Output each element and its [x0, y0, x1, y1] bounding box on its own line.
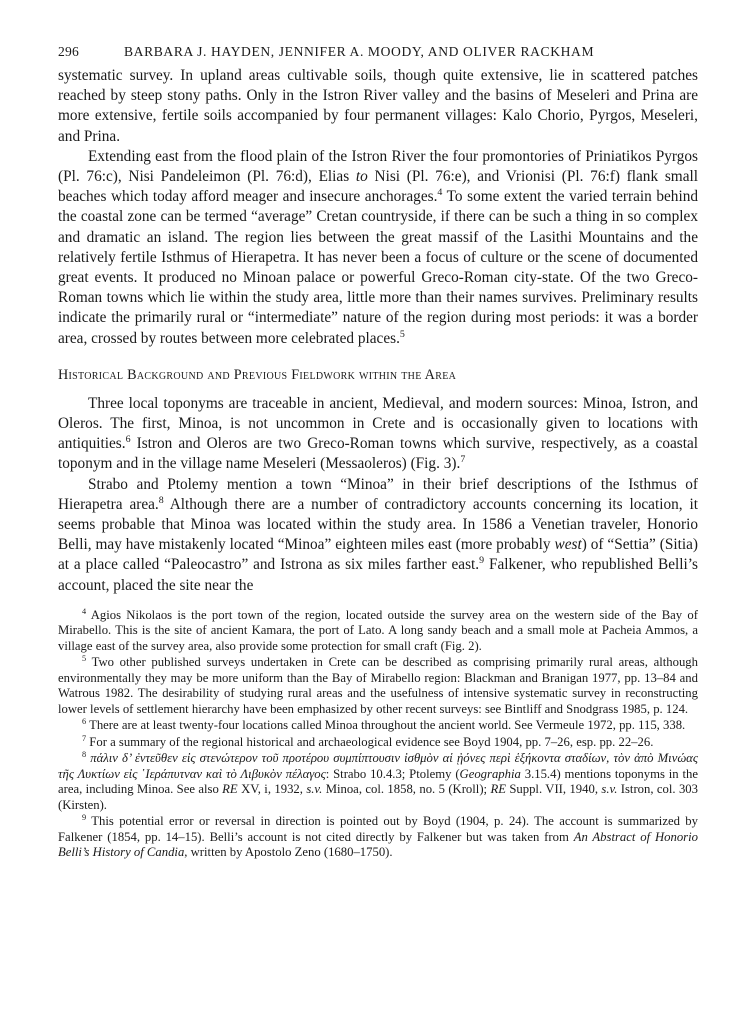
footnote-number: 7 — [82, 733, 87, 743]
footnote-ref-7[interactable]: 7 — [460, 454, 466, 466]
footnote-ref-5[interactable]: 5 — [399, 328, 405, 340]
running-header-authors: BARBARA J. HAYDEN, JENNIFER A. MOODY, AND OLIVER RACKHAM — [124, 44, 595, 59]
footnote-4: $^4$ Agios Nikolaos is the port town of the region, located outside the survey area on the western side of the Bay of Mirabello. This is the site of ancient Kamara, the port of Lato. A long sandy beach and a small mole at Pacheia Ammos, a village east of the survey area, also provide some protection for small craft (Fig. 2). — [58, 606, 698, 653]
footnote-number: 6 — [82, 717, 87, 727]
footnote-number: 9 — [82, 813, 87, 823]
paragraph-3: Three local toponyms are traceable in ancient, Medieval, and modern sources: Minoa, Istron, and Oleros. The first, Minoa, is not uncommon in Crete and is occasionally given to locations with antiquities.$^6$ Istron and Oleros are two Greco-Roman towns which survive, respectively, as a coastal toponym and in the village name Meseleri (Messaoleros) (Fig. 3).$^7$ — [58, 394, 698, 473]
page-number: 296 — [58, 44, 79, 59]
footnote-number: 8 — [82, 750, 87, 760]
footnote-ref-6[interactable]: 6 — [125, 434, 131, 446]
emphasis-to: to — [355, 168, 368, 186]
greek-quotation: πάλιν δ’ ἐντεῦθεν εἰς στενώτερον τοῦ προτέρου συμπίπτουσιν ἰσθμὸν αἱ ᾐόνες περὶ ἑξήκοντα σταδίων, τὸν ἀπὸ Μινώας τῆς Λυκτίων εἰς ῾Ιεράπυτναν καὶ τὸ Λιβυκὸν πέλαγος — [58, 751, 698, 781]
footnotes — [58, 608, 698, 861]
paragraph-1: systematic survey. In upland areas cultivable soils, though quite extensive, lie in scattered patches reached by steep stony paths. Only in the Istron River valley and the basins of Meseleri and Prina are more extensive, fertile soils accompanied by four permanent villages: Kalo Chorio, Pyrgos, Meseleri, and Prina. — [58, 67, 698, 145]
running-header — [58, 38, 698, 66]
footnote-6: $^6$ There are at least twenty-four locations called Minoa throughout the ancient world. See Vermeule 1972, pp. 115, 338. — [82, 717, 686, 733]
page — [58, 38, 698, 861]
footnote-number: 4 — [82, 606, 87, 616]
paragraph-4: Strabo and Ptolemy mention a town “Minoa” in their brief descriptions of the Isthmus of Hierapetra area.$^8$ Although there are a number of contradictory accounts concerning its location, it seems probable that Minoa was located within the study area. In 1586 a Venetian traveler, Honorio Belli, may have mistakenly located “Minoa” eighteen miles east (more probably west) of “Settia” (Sitia) at a place called “Paleocastro” and Istrona as six miles farther east.$^9$ Falkener, who republished Belli’s account, placed the site near the — [58, 475, 699, 594]
paragraph-2: Extending east from the flood plain of the Istron River the four promontories of Priniatikos Pyrgos (Pl. 76:c), Nisi Pandeleimon (Pl. 76:d), Elias to Nisi (Pl. 76:e), and Vrionisi (Pl. 76:f) flank small beaches which today afford meager and insecure anchorages.$^4$ To some extent the varied terrain behind the coastal zone can be termed “average” Cretan countryside, if there can be such a thing in so complex and dramatic an island. The region lies between the great massif of the Lasithi Mountains and the relatively fertile Isthmus of Hierapetra. It has never been a focus of culture or the scene of documented great events. It produced no Minoan palace or powerful Greco-Roman city-state. Of the two Greco-Roman towns which lie within the study area, little more than their names survives. Preliminary results indicate the primarily rural or “intermediate” nature of the region during most periods: it was a border area, crossed by routes between more celebrated places.$^5$ — [58, 147, 698, 347]
cited-title: An Abstract of Honorio Belli’s History of Candia — [58, 829, 698, 860]
footnote-ref-8[interactable]: 8 — [158, 494, 164, 506]
section-heading: Historical Background and Previous Fieldwork within the Area — [58, 366, 457, 383]
footnote-5: $^5$ Two other published surveys undertaken in Crete can be described as comprising primarily rural areas, although environmentally they may be more uniform than the Bay of Mirabello region: Blackman and Branigan 1977, pp. 13–84 and Watrous 1982. The desirability of studying rural areas and the usefulness of intensive systematic survey in reconstructing lower levels of settlement hierarchy have been emphasized by other recent surveys: see Bintliff and Snodgrass 1985, p. 124. — [58, 654, 698, 716]
footnote-8: $^8$ πάλιν δ’ ἐντεῦθεν εἰς στενώτερον τοῦ προτέρου συμπίπτουσιν ἰσθμὸν αἱ ᾐόνες περὶ ἑξήκοντα σταδίων, τὸν ἀπὸ Μινώας τῆς Λυκτίων εἰς ῾Ιεράπυτναν καὶ τὸ Λιβυκὸν πέλαγος: Strabo 10.4.3; Ptolemy (Geographia 3.15.4) mentions toponyms in the area, including Minoa. See also RE XV, i, 1932, s.v. Minoa, col. 1858, no. 5 (Kroll); RE Suppl. VII, 1940, s.v. Istron, col. 303 (Kirsten). — [58, 750, 698, 812]
footnote-number: 5 — [82, 654, 87, 664]
footnote-7: $^7$ For a summary of the regional historical and archaeological evidence see Boyd 1904, pp. 7–26, esp. pp. 22–26. — [82, 733, 654, 749]
footnote-9: $^9$ This potential error or reversal in direction is pointed out by Boyd (1904, p. 24). The account is summarized by Falkener (1854, pp. 14–15). Belli’s account is not cited directly by Falkener but was taken from An Abstract of Honorio Belli’s History of Candia, written by Apostolo Zeno (1680–1750). — [58, 813, 698, 860]
body-text — [58, 66, 698, 596]
footnote-ref-9[interactable]: 9 — [479, 555, 485, 567]
emphasis-west: west — [554, 536, 582, 554]
footnote-ref-4[interactable]: 4 — [437, 187, 443, 199]
